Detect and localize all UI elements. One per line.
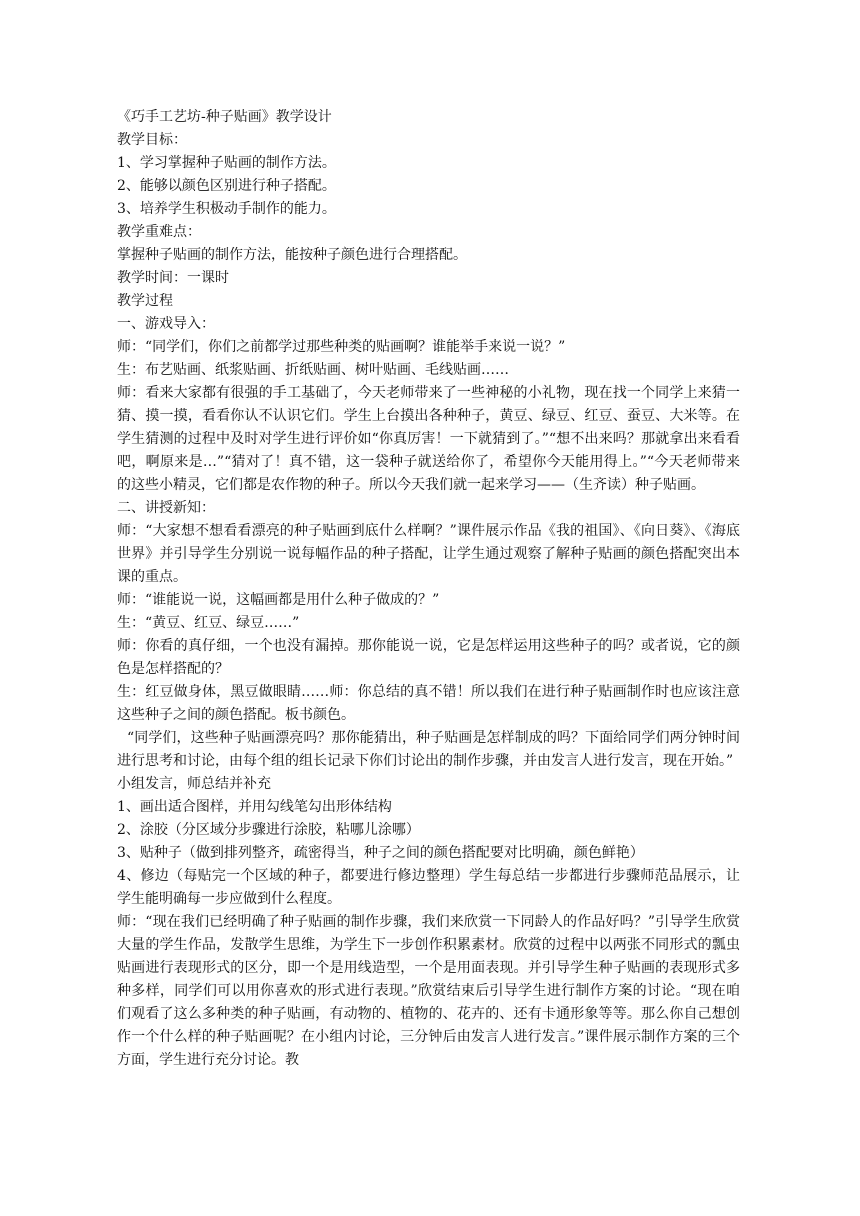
dialogue-paragraph: 生：红豆做身体，黑豆做眼睛……师：你总结的真不错！所以我们在进行种子贴画制作时也应该注意这些种子之间的颜色搭配。板书颜色。 [117, 684, 740, 723]
key-points-heading: 教学重难点： [117, 224, 201, 240]
process-heading: 教学过程 [117, 293, 173, 309]
dialogue-paragraph: 师：“同学们，你们之前都学过那些种类的贴画啊？谁能举手来说一说？” [117, 339, 566, 355]
step-item: 2、涂胶（分区域分步骤进行涂胶，粘哪儿涂哪） [117, 822, 420, 838]
dialogue-paragraph: 师：“现在我们已经明确了种子贴画的制作步骤，我们来欣赏一下同龄人的作品好吗？”引导学生欣赏大量的学生作品，发散学生思维，为学生下一步创作积累素材。欣赏的过程中以两张不同形式的瓢虫贴画进行表现形式的区分，即一个是用线造型，一个是用面表现。并引导学生种子贴画的表现形式多种多样，同学们可以用你喜欢的形式进行表现。”欣赏结束后引导学生进行制作方案的讨论。“现在咱们观看了这么多种类的种子贴画，有动物的、植物的、花卉的、还有卡通形象等等。那么你自己想创作一个什么样的种子贴画呢？在小组内讨论，三分钟后由发言人进行发言。”课件展示制作方案的三个方面，学生进行充分讨论。教 [117, 914, 740, 1068]
document-title: 《巧手工艺坊-种子贴画》教学设计 [117, 109, 332, 125]
summary-line: 小组发言，师总结并补充 [117, 776, 271, 792]
section-heading: 一、游戏导入： [117, 316, 215, 332]
dialogue-paragraph: 师：看来大家都有很强的手工基础了，今天老师带来了一些神秘的小礼物，现在找一个同学上来猜一猜、摸一摸，看看你认不认识它们。学生上台摸出各种种子，黄豆、绿豆、红豆、蚕豆、大米等。在学生猜测的过程中及时对学生进行评价如“你真厉害！一下就猜到了。”“想不出来吗？那就拿出来看看吧，啊原来是…”“猜对了！真不错，这一袋种子就送给你了，希望你今天能用得上。”“今天老师带来的这些小精灵，它们都是农作物的种子。所以今天我们就一起来学习——（生齐读）种子贴画。 [117, 385, 740, 493]
section-heading: 二、讲授新知： [117, 500, 215, 516]
dialogue-paragraph: 师：“大家想不想看看漂亮的种子贴画到底什么样啊？”课件展示作品《我的祖国》、《向日葵》、《海底世界》并引导学生分别说一说每幅作品的种子搭配，让学生通过观察了解种子贴画的颜色搭配突出本课的重点。 [117, 523, 740, 585]
dialogue-paragraph: 师：你看的真仔细，一个也没有漏掉。那你能说一说，它是怎样运用这些种子的吗？或者说，它的颜色是怎样搭配的？ [117, 638, 740, 677]
dialogue-paragraph: 生：布艺贴画、纸浆贴画、折纸贴画、树叶贴画、毛线贴画…… [117, 362, 509, 378]
step-item: 1、画出适合图样，并用勾线笔勾出形体结构 [117, 799, 392, 815]
step-item: 4、修边（每贴完一个区域的种子，都要进行修边整理）学生每总结一步都进行步骤师范品展示，让学生能明确每一步应做到什么程度。 [117, 868, 740, 907]
dialogue-paragraph: “同学们，这些种子贴画漂亮吗？那你能猜出，种子贴画是怎样制成的吗？下面给同学们两分钟时间进行思考和讨论，由每个组的组长记录下你们讨论出的制作步骤，并由发言人进行发言，现在开始。” [117, 730, 740, 769]
dialogue-paragraph: 师：“谁能说一说，这幅画都是用什么种子做成的？” [117, 592, 440, 608]
objective-item: 3、培养学生积极动手制作的能力。 [117, 201, 336, 217]
objectives-heading: 教学目标： [117, 132, 187, 148]
step-item: 3、贴种子（做到排列整齐，疏密得当，种子之间的颜色搭配要对比明确，颜色鲜艳） [117, 845, 644, 861]
objective-item: 1、学习掌握种子贴画的制作方法。 [117, 155, 336, 171]
objective-item: 2、能够以颜色区别进行种子搭配。 [117, 178, 336, 194]
key-points-text: 掌握种子贴画的制作方法，能按种子颜色进行合理搭配。 [117, 247, 467, 263]
dialogue-paragraph: 生：“黄豆、红豆、绿豆……” [117, 615, 300, 631]
document-page [117, 106, 740, 1072]
teaching-time: 教学时间：一课时 [117, 270, 229, 286]
